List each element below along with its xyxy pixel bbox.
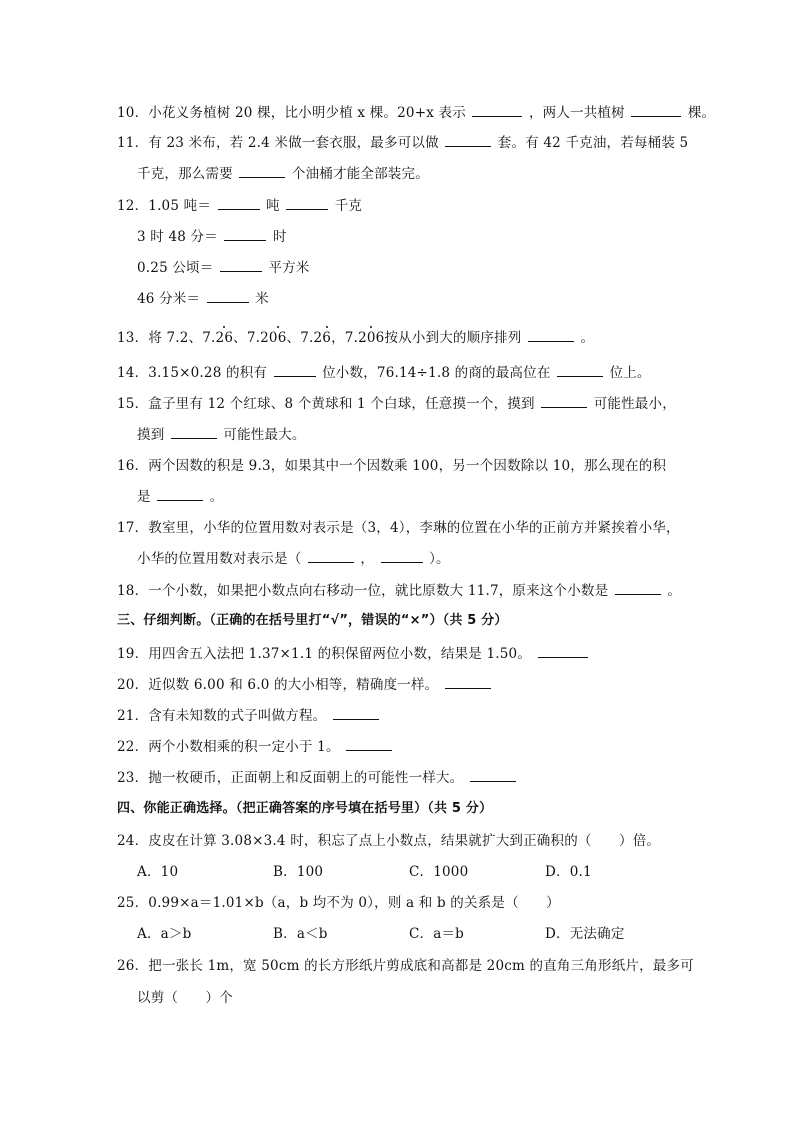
- question-12-line3: [137, 259, 310, 277]
- answer-blank[interactable]: [171, 426, 217, 439]
- q21-text: 21．含有未知数的式子叫做方程。: [117, 708, 327, 724]
- answer-blank[interactable]: [308, 550, 354, 563]
- q11-text-b: 套。有 42 千克油，若每桶装 5: [497, 135, 689, 151]
- q13-text-i: 按从小到大的顺序排列: [384, 330, 522, 346]
- q12-text-b: 吨: [266, 198, 280, 214]
- answer-blank[interactable]: [541, 395, 587, 408]
- q13-text-g: ，7.: [331, 330, 359, 346]
- question-13: [117, 329, 594, 347]
- q16-text-c: 。: [209, 489, 224, 505]
- q11-text-c: 千克，那么需要: [137, 166, 233, 182]
- q18-text-b: 。: [667, 583, 682, 599]
- q12-text-e: 时: [272, 229, 287, 245]
- answer-blank[interactable]: [239, 165, 285, 178]
- q17-text-a: 17．教室里，小华的位置用数对表示是（3，4），李琳的位置在小华的正前方并紧挨着小华，: [117, 520, 680, 536]
- question-15: [117, 395, 676, 413]
- q14-text-a: 14．3.15×0.28 的积有: [117, 365, 268, 381]
- answer-blank[interactable]: [207, 290, 249, 303]
- q17-text-c: ，: [360, 551, 375, 567]
- q26-text-a: 26．把一张长 1m，宽 50cm 的长方形纸片剪成底和高都是 20cm 的直角三角形纸片，最多可: [117, 958, 694, 974]
- q20-text: 20．近似数 6.00 和 6.0 的大小相等，精确度一样。: [117, 677, 439, 693]
- section-4-title: 四、你能正确选择。（把正确答案的序号填在括号里）（共 5 分）: [117, 801, 493, 816]
- q14-text-c: 位上。: [609, 365, 651, 381]
- q13-text-j: 。: [580, 330, 595, 346]
- option-c[interactable]: C．1000: [409, 864, 469, 880]
- answer-blank[interactable]: [445, 676, 491, 689]
- question-12-line4: [137, 290, 269, 308]
- answer-blank[interactable]: [470, 769, 516, 782]
- q12-text-f: 0.25 公顷＝: [137, 260, 214, 276]
- q16-text-a: 16．两个因数的积是 9.3，如果其中一个因数乘 100，另一个因数除以 10，那么现在的积: [117, 458, 667, 474]
- q12-text-c: 千克: [334, 198, 363, 214]
- question-17-cont: [137, 550, 450, 568]
- answer-blank[interactable]: [346, 738, 392, 751]
- question-11-cont: [137, 165, 429, 183]
- option-b[interactable]: B．a＜b: [273, 926, 328, 942]
- repeating-digits: 206: [358, 330, 385, 346]
- question-10: [117, 104, 715, 122]
- question-24-options: [137, 863, 681, 881]
- repeating-digits: 6: [322, 330, 332, 346]
- section-3-heading: [117, 612, 508, 630]
- q16-text-b: 是: [137, 489, 151, 505]
- q10-text-a: 10．小花义务植树 20 棵，比小明少植 x 棵。20+x 表示: [117, 105, 466, 121]
- q14-text-b: 位小数，76.14÷1.8 的商的最高位在: [322, 365, 551, 381]
- q12-text-g: 平方米: [268, 260, 310, 276]
- answer-blank[interactable]: [381, 550, 423, 563]
- q24-text: 24．皮皮在计算 3.08×3.4 时，积忘了点上小数点，结果就扩大到正确积的（ ）倍。: [117, 833, 661, 849]
- answer-blank[interactable]: [218, 197, 260, 210]
- q25-text: 25．0.99×a＝1.01×b（a，b 均不为 0），则 a 和 b 的关系是（ ）: [117, 895, 560, 911]
- q10-text-c: 棵。: [687, 105, 716, 121]
- q12-text-i: 米: [255, 291, 269, 307]
- answer-blank[interactable]: [631, 104, 681, 117]
- q13-text-c: 、7.2: [233, 330, 269, 346]
- question-22: [117, 738, 394, 756]
- answer-blank[interactable]: [528, 329, 574, 342]
- q11-text-d: 个油桶才能全部装完。: [291, 166, 429, 182]
- question-14: [117, 364, 651, 382]
- answer-blank[interactable]: [224, 228, 266, 241]
- question-20: [117, 676, 493, 694]
- q12-text-h: 46 分米＝: [137, 291, 201, 307]
- question-21: [117, 707, 381, 725]
- q12-text-d: 3 时 48 分＝: [137, 229, 218, 245]
- question-18: [117, 582, 681, 600]
- q15-text-b: 可能性最小，: [593, 396, 676, 412]
- option-a[interactable]: A．10: [137, 864, 179, 880]
- answer-blank[interactable]: [333, 707, 379, 720]
- option-d[interactable]: D．0.1: [545, 864, 592, 880]
- option-d[interactable]: D．无法确定: [545, 926, 625, 942]
- q15-text-c: 摸到: [137, 427, 165, 443]
- q17-text-d: ）。: [429, 551, 450, 567]
- question-23: [117, 769, 518, 787]
- q10-text-b: ，两人一共植树: [528, 105, 625, 121]
- answer-blank[interactable]: [538, 645, 588, 658]
- option-b[interactable]: B．100: [273, 864, 324, 880]
- question-26-cont: [137, 989, 233, 1007]
- question-17: [117, 519, 680, 537]
- answer-blank[interactable]: [472, 104, 522, 117]
- q17-text-b: 小华的位置用数对表示是（: [137, 551, 302, 567]
- q23-text: 23．抛一枚硬币，正面朝上和反面朝上的可能性一样大。: [117, 770, 464, 786]
- question-16-cont: [137, 488, 223, 506]
- question-12-line2: [137, 228, 287, 246]
- answer-blank[interactable]: [157, 488, 203, 501]
- option-a[interactable]: A．a＞b: [137, 926, 192, 942]
- option-c[interactable]: C．a＝b: [409, 926, 465, 942]
- q26-text-b: 以剪（ ）个: [137, 990, 233, 1006]
- question-11: [117, 134, 688, 152]
- q22-text: 22．两个小数相乘的积一定小于 1。: [117, 739, 340, 755]
- answer-blank[interactable]: [557, 364, 603, 377]
- question-25: [117, 894, 560, 912]
- q13-text-a: 13．将 7.2、7.: [117, 330, 216, 346]
- question-24: [117, 832, 660, 850]
- answer-blank[interactable]: [286, 197, 328, 210]
- question-16: [117, 457, 666, 475]
- repeating-digits: 26: [215, 330, 234, 346]
- question-12: [117, 197, 362, 215]
- q19-text: 19．用四舍五入法把 1.37×1.1 的积保留两位小数，结果是 1.50。: [117, 646, 532, 662]
- q15-text-d: 可能性最大。: [223, 427, 306, 443]
- answer-blank[interactable]: [274, 364, 316, 377]
- q11-text-a: 11．有 23 米布，若 2.4 米做一套衣服，最多可以做: [117, 135, 439, 151]
- question-19: [117, 645, 590, 663]
- q12-text-a: 12．1.05 吨＝: [117, 198, 212, 214]
- section-4-heading: [117, 800, 492, 818]
- question-26: [117, 957, 694, 975]
- answer-blank[interactable]: [615, 582, 661, 595]
- answer-blank[interactable]: [445, 134, 491, 147]
- answer-blank[interactable]: [220, 259, 262, 272]
- question-15-cont: [137, 426, 306, 444]
- q15-text-a: 15．盒子里有 12 个红球、8 个黄球和 1 个白球，任意摸一个，摸到: [117, 396, 535, 412]
- q13-text-e: 、7.2: [286, 330, 323, 346]
- question-25-options: [137, 925, 681, 943]
- q18-text-a: 18．一个小数，如果把小数点向右移动一位，就比原数大 11.7，原来这个小数是: [117, 583, 609, 599]
- repeating-digits: 06: [268, 330, 287, 346]
- section-3-title: 三、仔细判断。（正确的在括号里打“√”，错误的“×”）（共 5 分）: [117, 613, 508, 628]
